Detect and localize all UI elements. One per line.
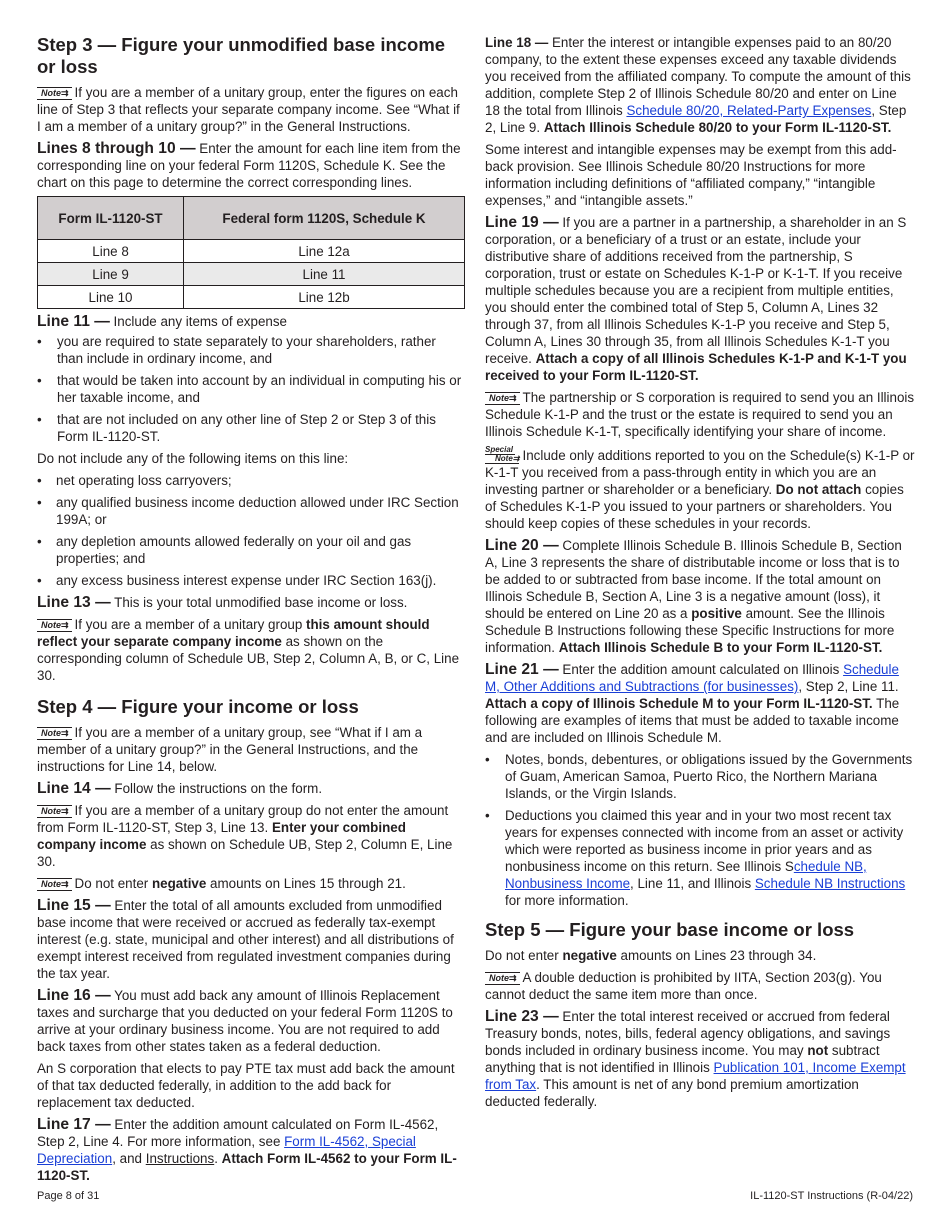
instructions-link[interactable]: Instructions [145,1151,215,1166]
special-note-icon: Special Note⇉ [485,445,520,463]
list-item: • any excess business interest expense under IRC Section 163(j). [37,572,465,589]
line11-paragraph: Line 11 — Include any items of expense [37,313,287,330]
table-header: Federal form 1120S, Schedule K [184,197,465,240]
line15-paragraph: Line 15 — Enter the total of all amounts excluded from unmodified base income that were received or accrued as federally tax-exempt interest (e.g. state, municipal and other interest) and all distributions of exempt interest received from regulated investment companies during the tax year. [37,897,454,981]
line11-list [37,333,465,445]
line20-paragraph: Line 20 — Complete Illinois Schedule B. Illinois Schedule B, Section A, Line 3 represents the share of distributable income or loss that is to be added to or subtracted from base income. If the total amount on Illinois Schedule B, Section A, Line 3 is a negative amount (loss), it should be entered on Line 20 as a positive amount. See the Illinois Schedule B Instructions following these Specific Instructions for more information. Attach Illinois Schedule B to your Form IL-1120-ST. [485,537,902,655]
table-row [38,240,465,263]
form-il4562-link[interactable]: Form IL-4562, Special Depreciation [37,1134,416,1166]
line23-paragraph: Line 23 — Enter the total interest received or accrued from federal Treasury bonds, notes, bills, federal agency obligations, and savings bonds included in ordinary business income. You may not subtract anything that is not identified in Illinois Publication 101, Income Exempt from Tax. This amount is net of any bond premium amortization deducted federally. [485,1008,906,1109]
note-icon: Note⇉ [485,972,520,985]
step4-note: Note⇉ If you are a member of a unitary group, see “What if I am a member of a unitary group?” in the General Instructions, and the instructions for Line 14, below. [37,725,423,774]
line21-list [485,751,915,909]
special-note: Special Note⇉ Include only additions reported to you on the Schedule(s) K-1-P or K-1-T you received from a pass-through entity in which you are an investing partner or shareholder or a beneficiary. Do not attach copies of Schedules K-1-P you issued to your partners or shareholders. You should keep copies of these schedules in your records. [485,445,915,531]
line13-note: Note⇉ If you are a member of a unitary group this amount should reflect your separate company income as shown on the corresponding column of Schedule UB, Step 2, Column A, B, or C, Line 30. [37,617,460,683]
publication-101-link[interactable]: Publication 101, Income Exempt from Tax [485,1060,906,1092]
lines8-10-paragraph: Lines 8 through 10 — Enter the amount for each line item from the corresponding line on your federal Form 1120S, Schedule K. See the chart on this page to determine the correct corresponding lines. [37,140,461,190]
line13-paragraph: Line 13 — This is your total unmodified base income or loss. [37,594,408,611]
list-item: • Notes, bonds, debentures, or obligations issued by the Governments of Guam, American Samoa, Puerto Rico, the Northern Mariana Islands, or the Virgin Islands. [485,751,915,802]
exempt-paragraph: Some interest and intangible expenses may be exempt from this add-back provision. See Illinois Schedule 80/20 Instructions for more information including definitions of “affiliated company,” “intangible expenses,” and “intangible assets.” [485,142,897,208]
table-header: Form IL-1120-ST [38,197,184,240]
pte-paragraph: An S corporation that elects to pay PTE tax must add back the amount of that tax deducted federally, in addition to the add back for replacement tax deducted. [37,1061,455,1110]
step3-note: Note⇉ If you are a member of a unitary group, enter the figures on each line of Step 3 that reflects your separate company income. See “What if I am a member of a unitary group?” in the General Instructions. [37,85,460,134]
schedule-nb-instructions-link[interactable]: Schedule NB Instructions [754,876,906,891]
schedule-m-link[interactable]: Schedule M, Other Additions and Subtractions (for businesses) [485,662,899,694]
schedule-8020-link[interactable]: Schedule 80/20, Related-Party Expenses [626,103,872,118]
list-item: • net operating loss carryovers; [37,472,465,489]
table-cell: Line 8 [38,240,184,263]
line17-paragraph: Line 17 — Enter the addition amount calculated on Form IL-4562, Step 2, Line 4. For more information, see Form IL-4562, Special Depreciation, and Instructions. Attach Form IL-4562 to your Form IL-1120-ST. [37,1116,457,1183]
note-icon: Note⇉ [37,805,72,818]
right-column [485,34,915,1115]
table-cell: Line 10 [38,286,184,309]
table-cell: Line 12a [184,240,465,263]
line11-exclude-text: Do not include any of the following items on this line: [37,451,349,466]
line21-paragraph: Line 21 — Enter the addition amount calculated on Illinois Schedule M, Other Additions and Subtractions (for businesses), Step 2, Line 11. Attach a copy of Illinois Schedule M to your Form IL-1120-ST. The following are examples of items that must be added to taxable income and are included on Illinois Schedule M. [485,661,900,745]
line19-note: Note⇉ The partnership or S corporation is required to send you an Illinois Schedule K-1-P and the trust or the estate is required to send you an Illinois Schedule K-1-T, specifically identifying your share of income. [485,390,915,439]
document-id: IL-1120-ST Instructions (R-04/22) [750,1190,913,1202]
table-cell: Line 9 [38,263,184,286]
note-icon: Note⇉ [37,87,72,100]
schedule-nb-link[interactable]: chedule NB, Nonbusiness Income [505,859,867,891]
table-row [38,263,465,286]
note-icon: Note⇉ [485,392,520,405]
note-icon: Note⇉ [37,727,72,740]
line19-paragraph: Line 19 — If you are a partner in a partnership, a shareholder in an S corporation, or a beneficiary of a trust or an estate, include your distributive share of additions received from the partnership, S corporation, trust or estate on Schedules K-1-P or K-1-T. If you receive multiple schedules because you are a recipient from multiple entities, you should enter the combined total of Step 5, Column A, Lines 32 through 37, from all Illinois Schedules K-1-P you receive and Step 5, Column A, Lines 30 through 35, from all Illinois Schedules K-1-T you receive. Attach a copy of all Illinois Schedules K-1-P and K-1-T you received to your Form IL-1120-ST. [485,214,907,383]
line11-exclude-list [37,472,465,589]
note-icon: Note⇉ [37,619,72,632]
table-cell: Line 11 [184,263,465,286]
page-number: Page 8 of 31 [37,1190,100,1202]
step5-heading: Step 5 — Figure your base income or loss [485,919,855,940]
left-column [37,34,465,1189]
line14-paragraph: Line 14 — Follow the instructions on the form. [37,780,323,797]
line16-paragraph: Line 16 — You must add back any amount of Illinois Replacement taxes and surcharge that you deducted on your federal Form 1120S to arrive at your ordinary business income. You are not required to add back taxes from other states taken as a federal deduction. [37,987,453,1054]
list-item: • any depletion amounts allowed federally on your oil and gas properties; and [37,533,465,567]
list-item: • that would be taken into account by an individual in computing his or her taxable income, and [37,372,465,406]
step5-paragraph: Do not enter negative amounts on Lines 23 through 34. [485,948,817,963]
negative-note: Note⇉ Do not enter negative amounts on Lines 15 through 21. [37,875,465,892]
table-cell: Line 12b [184,286,465,309]
step4-heading: Step 4 — Figure your income or loss [37,696,359,717]
list-item: • any qualified business income deduction allowed under IRC Section 199A; or [37,494,465,528]
note-icon: Note⇉ [37,878,72,891]
step5-note: Note⇉ A double deduction is prohibited by IITA, Section 203(g). You cannot deduct the same item more than once. [485,970,882,1002]
line18-paragraph: Line 18 — Enter the interest or intangible expenses paid to an 80/20 company, to the extent these expenses exceed any taxable dividends you received from the affiliated company. To compute the amount of this addition, complete Step 2 of Illinois Schedule 80/20 and enter on Line 18 the total from Illinois Schedule 80/20, Related-Party Expenses, Step 2, Line 9. Attach Illinois Schedule 80/20 to your Form IL-1120-ST. [485,35,911,135]
list-item: • you are required to state separately to your shareholders, rather than include in ordinary income, and [37,333,465,367]
step3-heading: Step 3 — Figure your unmodified base income or loss [37,34,446,77]
list-item: • that are not included on any other line of Step 2 or Step 3 of this Form IL-1120-ST. [37,411,465,445]
line-mapping-table [37,196,465,309]
line14-note: Note⇉ If you are a member of a unitary group do not enter the amount from Form IL-1120-ST, Step 3, Line 13. Enter your combined company income as shown on Schedule UB, Step 2, Column E, Line 30. [37,803,453,869]
table-row [38,286,465,309]
list-item: • Deductions you claimed this year and in your two most recent tax years for expenses connected with income from an asset or activity which were reported as business income in prior years and as nonbusiness income on this return. See Illinois Schedule NB, Nonbusiness Income, Line 11, and Illinois Schedule NB Instructions for more information. [485,807,915,909]
